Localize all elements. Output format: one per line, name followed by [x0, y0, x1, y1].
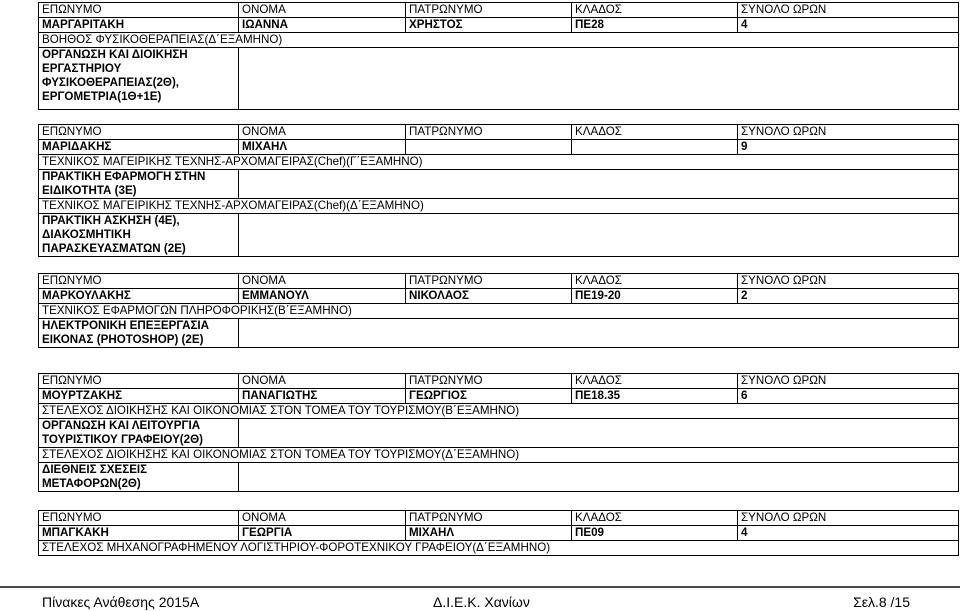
- header-hours: ΣΥΝΟΛΟ ΩΡΩΝ: [738, 125, 959, 140]
- header-father: ΠΑΤΡΩΝΥΜΟ: [406, 511, 572, 526]
- course-blank: [239, 463, 959, 492]
- header-father: ΠΑΤΡΩΝΥΜΟ: [406, 274, 572, 289]
- header-row: [39, 274, 959, 289]
- branch: ΠΕ18.35: [572, 389, 738, 404]
- surname: ΜΑΡΓΑΡΙΤΑΚΗ: [39, 18, 239, 33]
- header-branch: ΚΛΑΔΟΣ: [572, 274, 738, 289]
- page-footer: [0, 586, 960, 611]
- header-row: [39, 3, 959, 18]
- course-row: [39, 419, 959, 448]
- specialty-row: [39, 199, 959, 214]
- course-blank: [239, 214, 959, 257]
- header-father: ΠΑΤΡΩΝΥΜΟ: [406, 125, 572, 140]
- header-name: ΟΝΟΜΑ: [239, 374, 406, 389]
- assignment-table-2: [38, 124, 959, 257]
- header-branch: ΚΛΑΔΟΣ: [572, 374, 738, 389]
- header-row: [39, 374, 959, 389]
- header-branch: ΚΛΑΔΟΣ: [572, 125, 738, 140]
- course: ΠΡΑΚΤΙΚΗ ΑΣΚΗΣΗ (4Ε), ΔΙΑΚΟΣΜΗΤΙΚΗ ΠΑΡΑΣΚΕΥΑΣΜΑΤΩΝ (2Ε): [39, 214, 239, 257]
- specialty: ΣΤΕΛΕΧΟΣ ΔΙΟΙΚΗΣΗΣ ΚΑΙ ΟΙΚΟΝΟΜΙΑΣ ΣΤΟΝ ΤΟΜΕΑ ΤΟΥ ΤΟΥΡΙΣΜΟΥ(Δ΄ΕΞΑΜΗΝΟ): [39, 448, 959, 463]
- header-father: ΠΑΤΡΩΝΥΜΟ: [406, 3, 572, 18]
- course: ΟΡΓΑΝΩΣΗ ΚΑΙ ΔΙΟΙΚΗΣΗ ΕΡΓΑΣΤΗΡΙΟΥ ΦΥΣΙΚΟΘΕΡΑΠΕΙΑΣ(2Θ), ΕΡΓΟΜΕΤΡΙΑ(1Θ+1Ε): [39, 48, 239, 110]
- specialty-row: [39, 404, 959, 419]
- header-hours: ΣΥΝΟΛΟ ΩΡΩΝ: [738, 3, 959, 18]
- specialty: ΤΕΧΝΙΚΟΣ ΜΑΓΕΙΡΙΚΗΣ ΤΕΧΝΗΣ-ΑΡΧΟΜΑΓΕΙΡΑΣ(Chef)(Γ΄ΕΞΑΜΗΝΟ): [39, 155, 959, 170]
- course-row: [39, 48, 959, 110]
- course-row: [39, 170, 959, 199]
- header-row: [39, 511, 959, 526]
- header-surname: ΕΠΩΝΥΜΟ: [39, 511, 239, 526]
- father-name: ΓΕΩΡΓΙΟΣ: [406, 389, 572, 404]
- name: ΙΩΑΝΝΑ: [239, 18, 406, 33]
- person-row: [39, 18, 959, 33]
- person-row: [39, 526, 959, 541]
- header-name: ΟΝΟΜΑ: [239, 511, 406, 526]
- total-hours: 9: [738, 140, 959, 155]
- header-name: ΟΝΟΜΑ: [239, 274, 406, 289]
- specialty: ΒΟΗΘΟΣ ΦΥΣΙΚΟΘΕΡΑΠΕΙΑΣ(Δ΄ΕΞΑΜΗΝΟ): [39, 33, 959, 48]
- assignment-table-5: [38, 510, 959, 556]
- header-branch: ΚΛΑΔΟΣ: [572, 3, 738, 18]
- specialty-row: [39, 448, 959, 463]
- total-hours: 4: [738, 18, 959, 33]
- header-hours: ΣΥΝΟΛΟ ΩΡΩΝ: [738, 274, 959, 289]
- person-row: [39, 389, 959, 404]
- father-name: ΧΡΗΣΤΟΣ: [406, 18, 572, 33]
- father-name: ΝΙΚΟΛΑΟΣ: [406, 289, 572, 304]
- total-hours: 4: [738, 526, 959, 541]
- header-name: ΟΝΟΜΑ: [239, 125, 406, 140]
- specialty-row: [39, 304, 959, 319]
- person-row: [39, 289, 959, 304]
- specialty: ΣΤΕΛΕΧΟΣ ΜΗΧΑΝΟΓΡΑΦΗΜΕΝΟΥ ΛΟΓΙΣΤΗΡΙΟΥ-ΦΟΡΟΤΕΧΝΙΚΟΥ ΓΡΑΦΕΙΟΥ(Δ΄ΕΞΑΜΗΝΟ): [39, 541, 959, 556]
- page-number: Σελ.8 /15: [853, 594, 910, 610]
- course-blank: [239, 170, 959, 199]
- header-hours: ΣΥΝΟΛΟ ΩΡΩΝ: [738, 374, 959, 389]
- surname: ΜΑΡΙΔΑΚΗΣ: [39, 140, 239, 155]
- header-name: ΟΝΟΜΑ: [239, 3, 406, 18]
- course: ΠΡΑΚΤΙΚΗ ΕΦΑΡΜΟΓΗ ΣΤΗΝ ΕΙΔΙΚΟΤΗΤΑ (3Ε): [39, 170, 239, 199]
- branch: ΠΕ28: [572, 18, 738, 33]
- course: ΗΛΕΚΤΡΟΝΙΚΗ ΕΠΕΞΕΡΓΑΣΙΑ ΕΙΚΟΝΑΣ (PHOTOSHOP) (2Ε): [39, 319, 239, 348]
- assignment-table-1: [38, 2, 959, 110]
- course-blank: [239, 419, 959, 448]
- header-surname: ΕΠΩΝΥΜΟ: [39, 3, 239, 18]
- surname: ΜΟΥΡΤΖΑΚΗΣ: [39, 389, 239, 404]
- header-surname: ΕΠΩΝΥΜΟ: [39, 374, 239, 389]
- specialty-row: [39, 33, 959, 48]
- header-surname: ΕΠΩΝΥΜΟ: [39, 274, 239, 289]
- course: ΔΙΕΘΝΕΙΣ ΣΧΕΣΕΙΣ ΜΕΤΑΦΟΡΩΝ(2Θ): [39, 463, 239, 492]
- surname: ΜΑΡΚΟΥΛΑΚΗΣ: [39, 289, 239, 304]
- father-name: ΜΙΧΑΗΛ: [406, 526, 572, 541]
- person-row: [39, 140, 959, 155]
- course-row: [39, 463, 959, 492]
- assignment-table-3: [38, 273, 959, 348]
- father-name: [406, 140, 572, 155]
- specialty-row: [39, 155, 959, 170]
- branch: [572, 140, 738, 155]
- header-row: [39, 125, 959, 140]
- surname: ΜΠΑΓΚΑΚΗ: [39, 526, 239, 541]
- header-father: ΠΑΤΡΩΝΥΜΟ: [406, 374, 572, 389]
- specialty: ΤΕΧΝΙΚΟΣ ΕΦΑΡΜΟΓΩΝ ΠΛΗΡΟΦΟΡΙΚΗΣ(Β΄ΕΞΑΜΗΝΟ): [39, 304, 959, 319]
- name: ΜΙΧΑΗΛ: [239, 140, 406, 155]
- name: ΠΑΝΑΓΙΩΤΗΣ: [239, 389, 406, 404]
- course-row: [39, 214, 959, 257]
- course: ΟΡΓΑΝΩΣΗ ΚΑΙ ΛΕΙΤΟΥΡΓΙΑ ΤΟΥΡΙΣΤΙΚΟΥ ΓΡΑΦΕΙΟΥ(2Θ): [39, 419, 239, 448]
- branch: ΠΕ19-20: [572, 289, 738, 304]
- header-branch: ΚΛΑΔΟΣ: [572, 511, 738, 526]
- specialty: ΣΤΕΛΕΧΟΣ ΔΙΟΙΚΗΣΗΣ ΚΑΙ ΟΙΚΟΝΟΜΙΑΣ ΣΤΟΝ ΤΟΜΕΑ ΤΟΥ ΤΟΥΡΙΣΜΟΥ(Β΄ΕΞΑΜΗΝΟ): [39, 404, 959, 419]
- header-hours: ΣΥΝΟΛΟ ΩΡΩΝ: [738, 511, 959, 526]
- course-row: [39, 319, 959, 348]
- branch: ΠΕ09: [572, 526, 738, 541]
- total-hours: 6: [738, 389, 959, 404]
- assignment-table-4: [38, 373, 959, 492]
- footer-title: Πίνακες Ανάθεσης 2015Α: [42, 594, 200, 610]
- course-blank: [239, 319, 959, 348]
- specialty: ΤΕΧΝΙΚΟΣ ΜΑΓΕΙΡΙΚΗΣ ΤΕΧΝΗΣ-ΑΡΧΟΜΑΓΕΙΡΑΣ(Chef)(Δ΄ΕΞΑΜΗΝΟ): [39, 199, 959, 214]
- footer-institution: Δ.Ι.Ε.Κ. Χανίων: [433, 594, 530, 610]
- total-hours: 2: [738, 289, 959, 304]
- name: ΕΜΜΑΝΟΥΛ: [239, 289, 406, 304]
- header-surname: ΕΠΩΝΥΜΟ: [39, 125, 239, 140]
- course-blank: [239, 48, 959, 110]
- specialty-row: [39, 541, 959, 556]
- name: ΓΕΩΡΓΙΑ: [239, 526, 406, 541]
